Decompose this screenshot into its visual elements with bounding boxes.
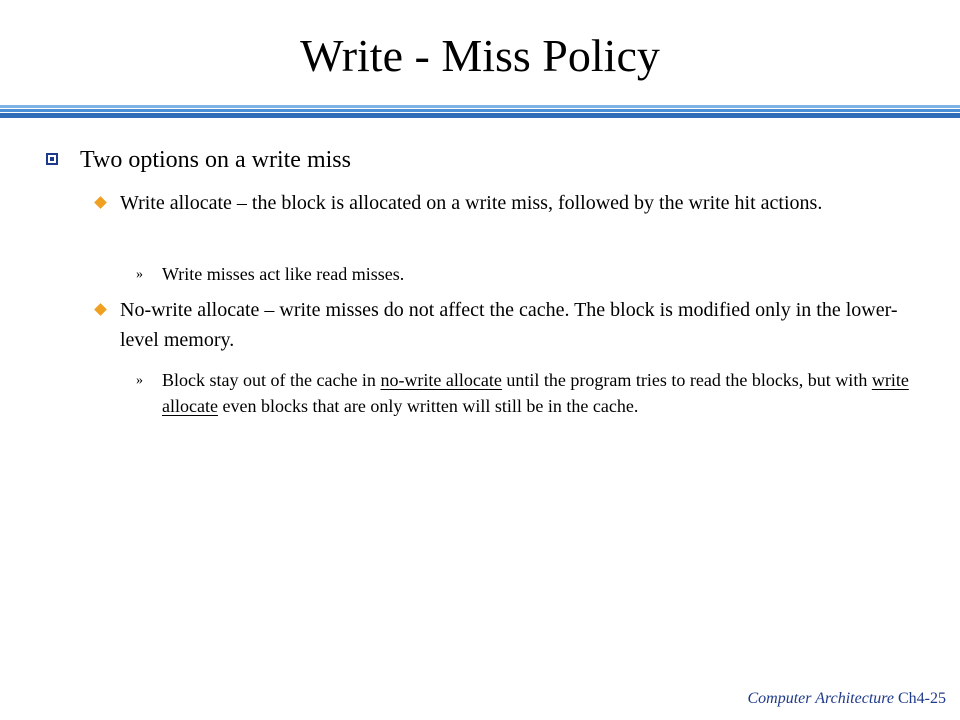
footer-page-number: Ch4-25 <box>898 690 946 707</box>
diamond-bullet-icon <box>94 196 107 209</box>
title-underline-bar <box>0 105 960 119</box>
note-part1: Block stay out of the cache in <box>162 370 381 390</box>
bullet-level1-text: Two options on a write miss <box>80 147 351 173</box>
write-allocate-note: Write misses act like read misses. <box>162 264 405 284</box>
double-chevron-icon: » <box>136 373 143 388</box>
diamond-bullet-icon <box>94 303 107 316</box>
bullet-write-allocate <box>120 188 920 218</box>
title-bar-stripe-dark <box>0 113 960 118</box>
note-part2: until the program tries to read the blocks, but with <box>501 370 872 390</box>
bullet-level1 <box>80 145 940 175</box>
double-chevron-icon: » <box>136 267 143 282</box>
no-write-allocate-text: No-write allocate – write misses do not affect the cache. The block is modified only in the lower-level memory. <box>120 299 898 351</box>
bullet-no-write-allocate <box>120 295 920 355</box>
square-bullet-icon <box>46 153 58 165</box>
note-term-write-allocate: write allocate <box>162 370 909 416</box>
write-allocate-text: Write allocate – the block is allocated on a write miss, followed by the write hit actions. <box>120 192 823 214</box>
note-write-allocate <box>136 261 932 287</box>
note-no-write-allocate <box>136 367 932 419</box>
title-bar-stripe-mid <box>0 109 960 112</box>
slide-footer <box>748 690 947 708</box>
footer-course: Computer Architecture <box>747 690 894 707</box>
note-term-no-write-allocate: no-write allocate <box>380 370 502 390</box>
note-part3: even blocks that are only written will still be in the cache. <box>217 396 639 416</box>
title-bar-stripe-light <box>0 105 960 108</box>
slide-title: Write - Miss Policy <box>300 30 660 81</box>
